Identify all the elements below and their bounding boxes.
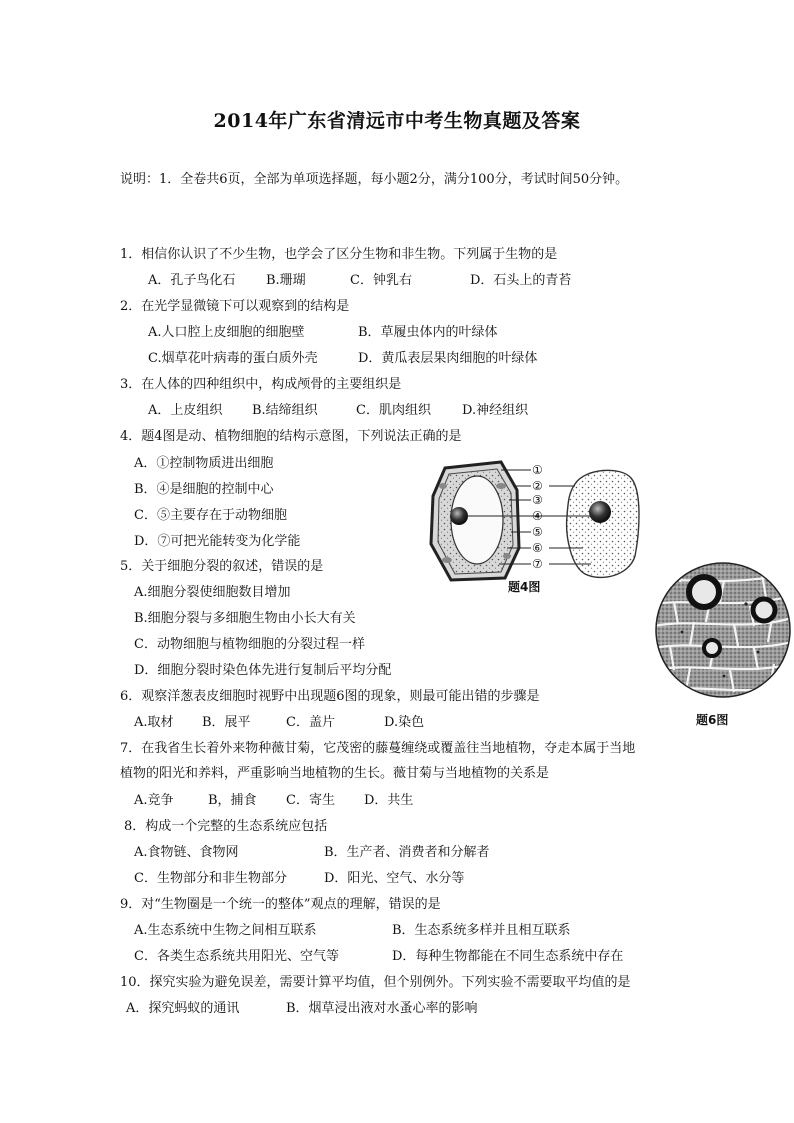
question-5-option-c: C．动物细胞与植物细胞的分裂过程一样 (134, 637, 365, 652)
option-d: D.神经组织 (462, 403, 529, 418)
label-5: ⑤ (532, 525, 543, 539)
question-4-option-b: B．④是细胞的控制中心 (134, 482, 274, 497)
question-5-option-a: A.细胞分裂使细胞数目增加 (134, 585, 291, 600)
option-a: A.生态系统中生物之间相互联系 (134, 923, 317, 938)
question-10-stem: 10．探究实验为避免误差，需要计算平均值，但个别例外。下列实验不需要取平均值的是 (120, 975, 631, 990)
option-d: D．石头上的青苔 (470, 273, 572, 288)
question-4-option-d: D．⑦可把光能转变为化学能 (134, 534, 301, 549)
plant-cell (431, 462, 519, 580)
option-a: A.食物链、食物网 (134, 845, 239, 860)
question-4-option-c: C．⑤主要存在于动物细胞 (134, 508, 287, 523)
cell-structure-diagram (425, 456, 650, 596)
option-d: D．共生 (364, 793, 414, 808)
option-b: B，捕食 (208, 793, 257, 808)
option-a: A.人口腔上皮细胞的细胞壁 (148, 325, 305, 340)
option-b: B．草履虫体内的叶绿体 (358, 325, 498, 340)
question-5-option-d: D．细胞分裂时染色体先进行复制后平均分配 (134, 663, 392, 678)
option-b: B．生产者、消费者和分解者 (324, 845, 490, 860)
figure-6-caption: 题6图 (696, 713, 729, 727)
question-8-stem: 8．构成一个完整的生态系统应包括 (124, 819, 328, 834)
label-7: ⑦ (532, 557, 543, 571)
label-2: ② (532, 479, 543, 493)
question-9-stem: 9．对“生物圈是一个统一的整体”观点的理解，错误的是 (120, 897, 441, 912)
option-d: D.染色 (384, 715, 425, 730)
option-c: C．肌肉组织 (356, 403, 431, 418)
option-d: D．每种生物都能在不同生态系统中存在 (392, 949, 624, 964)
option-b: B.珊瑚 (266, 273, 306, 288)
question-3-stem: 3．在人体的四种组织中，构成颅骨的主要组织是 (120, 377, 402, 392)
question-5-stem: 5．关于细胞分裂的叙述，错误的是 (120, 559, 324, 574)
option-c: C．寄生 (286, 793, 335, 808)
label-6: ⑥ (532, 541, 543, 555)
microscope-field-diagram (654, 560, 792, 700)
option-c: C．各类生态系统共用阳光、空气等 (134, 949, 339, 964)
label-3: ③ (532, 493, 543, 507)
option-b: B．生态系统多样并且相互联系 (392, 923, 571, 938)
option-c: C.烟草花叶病毒的蛋白质外壳 (148, 351, 318, 366)
question-6-stem: 6．观察洋葱表皮细胞时视野中出现题6图的现象，则最可能出错的步骤是 (120, 689, 540, 704)
question-7-stem: 7．在我省生长着外来物种薇甘菊，它茂密的藤蔓缠绕或覆盖往当地植物，夺走本属于当地 (120, 741, 636, 756)
animal-nucleus (589, 501, 611, 523)
option-c: C．生物部分和非生物部分 (134, 871, 287, 886)
option-d: D．黄瓜表层果肉细胞的叶绿体 (358, 351, 538, 366)
option-a: A．孔子鸟化石 (148, 273, 236, 288)
question-5-option-b: B.细胞分裂与多细胞生物由小长大有关 (134, 611, 356, 626)
page-title: 2014年广东省清远市中考生物真题及答案 (213, 110, 581, 132)
label-1: ① (532, 463, 543, 477)
question-4-option-a: A．①控制物质进出细胞 (134, 456, 274, 471)
option-d: D．阳光、空气、水分等 (324, 871, 465, 886)
option-a: A．上皮组织 (148, 403, 223, 418)
question-1-stem: 1．相信你认识了不少生物，也学会了区分生物和非生物。下列属于生物的是 (120, 247, 558, 262)
animal-cell (567, 470, 639, 577)
option-c: C．盖片 (286, 715, 335, 730)
label-4: ④ (532, 509, 543, 523)
question-7-stem-continued: 植物的阳光和养料，严重影响当地植物的生长。薇甘菊与当地植物的关系是 (120, 766, 550, 781)
option-a: A.竞争 (134, 793, 174, 808)
question-4-stem: 4．题4图是动、植物细胞的结构示意图，下列说法正确的是 (120, 429, 462, 444)
figure-4-caption: 题4图 (508, 580, 541, 594)
exam-instructions: 说明：1．全卷共6页，全部为单项选择题，每小题2分，满分100分，考试时间50分钟。 (120, 172, 629, 187)
option-c: C．钟乳右 (350, 273, 412, 288)
option-b: B．展平 (202, 715, 251, 730)
option-a: A．探究蚂蚁的通讯 (126, 1001, 240, 1016)
option-a: A.取材 (134, 715, 174, 730)
option-b: B．烟草浸出液对水蚤心率的影响 (286, 1001, 478, 1016)
question-2-stem: 2．在光学显微镜下可以观察到的结构是 (120, 299, 350, 314)
option-b: B.结缔组织 (252, 403, 318, 418)
